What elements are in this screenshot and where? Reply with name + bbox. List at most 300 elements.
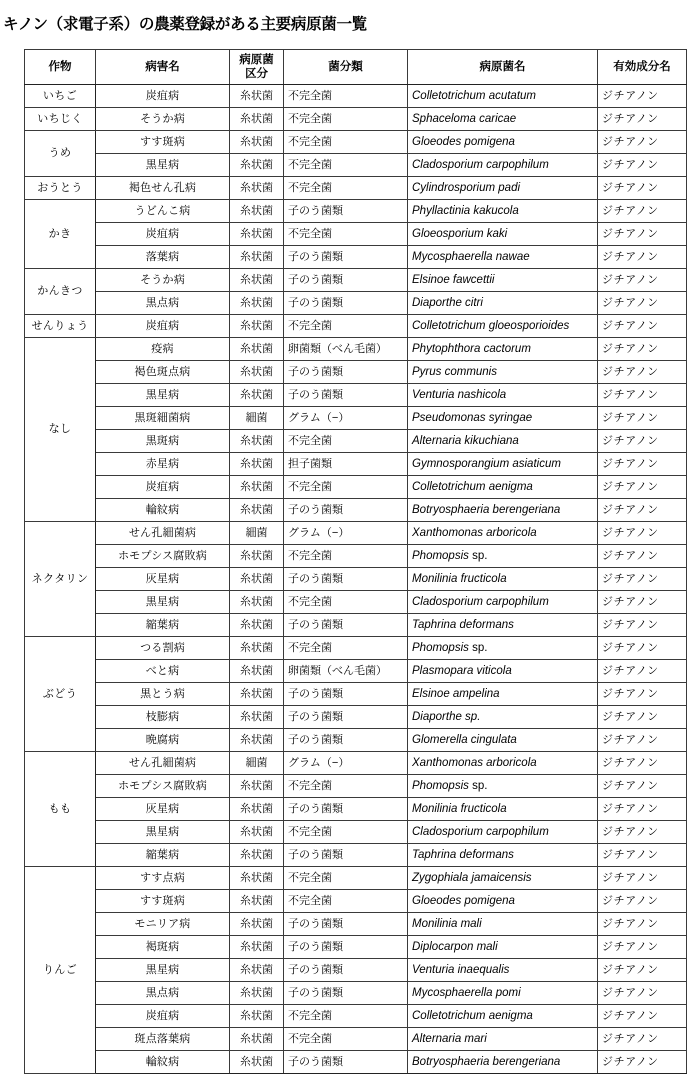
cell-disease-name: 灰星病 [96, 798, 230, 821]
cell-pathogen-name [408, 453, 598, 476]
cell-pathogen-name [408, 223, 598, 246]
table-row [25, 1051, 687, 1074]
pathogen-binomial: Botryosphaeria berengeriana [412, 1055, 561, 1068]
table-container [0, 49, 700, 1074]
cell-active-ingredient: ジチアノン [598, 729, 687, 752]
pathogen-binomial: Zygophiala jamaicensis [412, 871, 532, 884]
cell-pathogen-category: 糸状菌 [230, 154, 284, 177]
cell-disease-name: 炭疽病 [96, 1005, 230, 1028]
cell-disease-name: そうか病 [96, 269, 230, 292]
cell-crop: ネクタリン [25, 522, 96, 637]
cell-active-ingredient: ジチアノン [598, 683, 687, 706]
cell-fungus-class: 子のう菌類 [284, 269, 408, 292]
cell-fungus-class: 不完全菌 [284, 545, 408, 568]
cell-disease-name: すす斑病 [96, 131, 230, 154]
cell-crop: なし [25, 338, 96, 522]
cell-pathogen-category: 細菌 [230, 407, 284, 430]
cell-pathogen-name [408, 200, 598, 223]
column-header-fungus-class: 菌分類 [284, 50, 408, 85]
pathogen-binomial: Colletotrichum aenigma [412, 1009, 533, 1022]
cell-fungus-class: 不完全菌 [284, 85, 408, 108]
cell-disease-name: 黒とう病 [96, 683, 230, 706]
cell-disease-name: べと病 [96, 660, 230, 683]
pathogen-binomial: Cladosporium carpophilum [412, 158, 549, 171]
cell-pathogen-name [408, 844, 598, 867]
cell-disease-name: せん孔細菌病 [96, 522, 230, 545]
cell-pathogen-name [408, 499, 598, 522]
cell-disease-name: ホモプシス腐敗病 [96, 775, 230, 798]
cell-pathogen-name [408, 775, 598, 798]
cell-disease-name: すす点病 [96, 867, 230, 890]
cell-pathogen-category: 糸状菌 [230, 1028, 284, 1051]
cell-disease-name: 斑点落葉病 [96, 1028, 230, 1051]
pathogen-binomial: Venturia inaequalis [412, 963, 510, 976]
pathogen-binomial: Colletotrichum gloeosporioides [412, 319, 570, 332]
table-row [25, 890, 687, 913]
cell-pathogen-name [408, 660, 598, 683]
cell-active-ingredient: ジチアノン [598, 108, 687, 131]
cell-fungus-class: 不完全菌 [284, 131, 408, 154]
cell-pathogen-name [408, 361, 598, 384]
cell-pathogen-name [408, 1028, 598, 1051]
cell-active-ingredient: ジチアノン [598, 591, 687, 614]
cell-fungus-class: 不完全菌 [284, 430, 408, 453]
table-row [25, 338, 687, 361]
cell-disease-name: 黒斑細菌病 [96, 407, 230, 430]
cell-disease-name: つる割病 [96, 637, 230, 660]
table-row [25, 223, 687, 246]
cell-disease-name: 黒星病 [96, 154, 230, 177]
table-row [25, 499, 687, 522]
cell-active-ingredient: ジチアノン [598, 660, 687, 683]
cell-fungus-class: 不完全菌 [284, 177, 408, 200]
cell-active-ingredient: ジチアノン [598, 522, 687, 545]
cell-crop: ぶどう [25, 637, 96, 752]
table-row [25, 384, 687, 407]
pathogen-binomial: Mycosphaerella pomi [412, 986, 521, 999]
cell-pathogen-category: 糸状菌 [230, 545, 284, 568]
cell-disease-name: うどんこ病 [96, 200, 230, 223]
cell-fungus-class: 子のう菌類 [284, 959, 408, 982]
table-row [25, 614, 687, 637]
cell-pathogen-category: 糸状菌 [230, 223, 284, 246]
cell-pathogen-category: 糸状菌 [230, 614, 284, 637]
pathogen-binomial: Venturia nashicola [412, 388, 507, 401]
cell-fungus-class: 子のう菌類 [284, 361, 408, 384]
pathogen-binomial: Plasmopara viticola [412, 664, 512, 677]
cell-pathogen-name [408, 246, 598, 269]
cell-active-ingredient: ジチアノン [598, 200, 687, 223]
column-header-pathogen-category-line1: 病原菌 [239, 53, 274, 66]
cell-pathogen-name [408, 683, 598, 706]
cell-crop: かき [25, 200, 96, 269]
cell-active-ingredient: ジチアノン [598, 154, 687, 177]
table-row [25, 844, 687, 867]
cell-active-ingredient: ジチアノン [598, 430, 687, 453]
cell-fungus-class: 卵菌類（べん毛菌） [284, 660, 408, 683]
cell-pathogen-category: 糸状菌 [230, 959, 284, 982]
cell-fungus-class: 子のう菌類 [284, 200, 408, 223]
pathogen-species-abbrev: sp. [472, 779, 488, 792]
table-row [25, 177, 687, 200]
pathogen-binomial: Botryosphaeria berengeriana [412, 503, 561, 516]
cell-active-ingredient: ジチアノン [598, 867, 687, 890]
cell-disease-name: 縮葉病 [96, 614, 230, 637]
cell-pathogen-name [408, 798, 598, 821]
cell-disease-name: 褐色斑点病 [96, 361, 230, 384]
cell-active-ingredient: ジチアノン [598, 752, 687, 775]
cell-pathogen-category: 糸状菌 [230, 177, 284, 200]
cell-pathogen-category: 糸状菌 [230, 591, 284, 614]
column-header-pathogen-category [230, 50, 284, 85]
table-row [25, 729, 687, 752]
column-header-disease: 病害名 [96, 50, 230, 85]
cell-active-ingredient: ジチアノン [598, 453, 687, 476]
pathogen-binomial: Pyrus communis [412, 365, 497, 378]
cell-pathogen-category: 糸状菌 [230, 637, 284, 660]
table-row [25, 154, 687, 177]
cell-crop: うめ [25, 131, 96, 177]
cell-active-ingredient: ジチアノン [598, 913, 687, 936]
cell-pathogen-category: 糸状菌 [230, 568, 284, 591]
table-row [25, 1028, 687, 1051]
pathogen-binomial: Gloeodes pomigena [412, 135, 515, 148]
cell-pathogen-name [408, 752, 598, 775]
cell-active-ingredient: ジチアノン [598, 246, 687, 269]
cell-fungus-class: 子のう菌類 [284, 798, 408, 821]
pathogen-binomial: Alternaria mari [412, 1032, 487, 1045]
cell-pathogen-category: 糸状菌 [230, 292, 284, 315]
table-row [25, 683, 687, 706]
pathogen-registration-table [24, 49, 687, 1074]
cell-disease-name: 赤星病 [96, 453, 230, 476]
cell-pathogen-category: 糸状菌 [230, 338, 284, 361]
pathogen-binomial: Pseudomonas syringae [412, 411, 533, 424]
table-row [25, 798, 687, 821]
pathogen-binomial: Diaporthe sp. [412, 710, 481, 723]
cell-crop: りんご [25, 867, 96, 1074]
cell-fungus-class: 不完全菌 [284, 1028, 408, 1051]
cell-pathogen-category: 糸状菌 [230, 913, 284, 936]
table-row [25, 315, 687, 338]
cell-disease-name: 黒星病 [96, 821, 230, 844]
cell-active-ingredient: ジチアノン [598, 269, 687, 292]
table-header [25, 50, 687, 85]
cell-disease-name: 炭疽病 [96, 85, 230, 108]
pathogen-binomial: Alternaria kikuchiana [412, 434, 519, 447]
table-row [25, 522, 687, 545]
table-row [25, 637, 687, 660]
cell-pathogen-name [408, 1051, 598, 1074]
cell-fungus-class: 子のう菌類 [284, 913, 408, 936]
cell-pathogen-category: 糸状菌 [230, 499, 284, 522]
cell-crop: いちご [25, 85, 96, 108]
cell-fungus-class: 子のう菌類 [284, 384, 408, 407]
table-row [25, 706, 687, 729]
pathogen-binomial: Sphaceloma caricae [412, 112, 517, 125]
table-row [25, 867, 687, 890]
pathogen-binomial: Gloeosporium kaki [412, 227, 508, 240]
pathogen-binomial: Phyllactinia kakucola [412, 204, 519, 217]
table-row [25, 821, 687, 844]
cell-pathogen-category: 糸状菌 [230, 775, 284, 798]
cell-pathogen-name [408, 269, 598, 292]
cell-pathogen-category: 糸状菌 [230, 361, 284, 384]
cell-pathogen-category: 糸状菌 [230, 1005, 284, 1028]
cell-active-ingredient: ジチアノン [598, 407, 687, 430]
cell-active-ingredient: ジチアノン [598, 177, 687, 200]
cell-disease-name: 黒斑病 [96, 430, 230, 453]
cell-fungus-class: グラム（−） [284, 522, 408, 545]
cell-pathogen-category: 糸状菌 [230, 131, 284, 154]
table-row [25, 591, 687, 614]
cell-fungus-class: 子のう菌類 [284, 1051, 408, 1074]
cell-active-ingredient: ジチアノン [598, 361, 687, 384]
pathogen-binomial: Cladosporium carpophilum [412, 595, 549, 608]
table-row [25, 292, 687, 315]
table-row [25, 200, 687, 223]
cell-disease-name: ホモプシス腐敗病 [96, 545, 230, 568]
cell-active-ingredient: ジチアノン [598, 338, 687, 361]
cell-fungus-class: 不完全菌 [284, 775, 408, 798]
cell-pathogen-name [408, 522, 598, 545]
cell-active-ingredient: ジチアノン [598, 890, 687, 913]
cell-disease-name: そうか病 [96, 108, 230, 131]
column-header-pathogen-name: 病原菌名 [408, 50, 598, 85]
cell-disease-name: 黒星病 [96, 959, 230, 982]
cell-disease-name: 輪紋病 [96, 1051, 230, 1074]
cell-active-ingredient: ジチアノン [598, 775, 687, 798]
pathogen-binomial: Colletotrichum aenigma [412, 480, 533, 493]
pathogen-binomial: Cladosporium carpophilum [412, 825, 549, 838]
pathogen-binomial: Monilinia fructicola [412, 802, 507, 815]
cell-pathogen-category: 糸状菌 [230, 867, 284, 890]
cell-pathogen-category: 糸状菌 [230, 660, 284, 683]
pathogen-binomial: Monilinia mali [412, 917, 482, 930]
cell-active-ingredient: ジチアノン [598, 936, 687, 959]
cell-fungus-class: 子のう菌類 [284, 936, 408, 959]
cell-disease-name: 炭疽病 [96, 315, 230, 338]
cell-active-ingredient: ジチアノン [598, 1051, 687, 1074]
cell-active-ingredient: ジチアノン [598, 568, 687, 591]
cell-pathogen-category: 糸状菌 [230, 821, 284, 844]
cell-pathogen-name [408, 890, 598, 913]
cell-active-ingredient: ジチアノン [598, 982, 687, 1005]
pathogen-binomial: Phomopsis [412, 549, 469, 562]
cell-active-ingredient: ジチアノン [598, 844, 687, 867]
table-body [25, 85, 687, 1074]
cell-active-ingredient: ジチアノン [598, 1028, 687, 1051]
table-row [25, 246, 687, 269]
cell-fungus-class: 子のう菌類 [284, 499, 408, 522]
table-row [25, 430, 687, 453]
cell-active-ingredient: ジチアノン [598, 545, 687, 568]
pathogen-binomial: Taphrina deformans [412, 848, 514, 861]
cell-disease-name: 輪紋病 [96, 499, 230, 522]
column-header-pathogen-category-line2: 区分 [245, 68, 268, 81]
cell-fungus-class: 子のう菌類 [284, 729, 408, 752]
cell-pathogen-name [408, 959, 598, 982]
table-row [25, 660, 687, 683]
cell-disease-name: 黒星病 [96, 384, 230, 407]
cell-fungus-class: 子のう菌類 [284, 982, 408, 1005]
cell-disease-name: モニリア病 [96, 913, 230, 936]
table-row [25, 476, 687, 499]
table-row [25, 131, 687, 154]
cell-disease-name: 褐斑病 [96, 936, 230, 959]
cell-pathogen-category: 細菌 [230, 752, 284, 775]
cell-pathogen-name [408, 982, 598, 1005]
cell-fungus-class: 不完全菌 [284, 223, 408, 246]
table-row [25, 982, 687, 1005]
cell-active-ingredient: ジチアノン [598, 499, 687, 522]
cell-disease-name: 落葉病 [96, 246, 230, 269]
cell-pathogen-category: 糸状菌 [230, 476, 284, 499]
cell-active-ingredient: ジチアノン [598, 798, 687, 821]
cell-fungus-class: 不完全菌 [284, 154, 408, 177]
column-header-active-ingredient: 有効成分名 [598, 50, 687, 85]
pathogen-binomial: Colletotrichum acutatum [412, 89, 536, 102]
cell-fungus-class: 子のう菌類 [284, 292, 408, 315]
pathogen-binomial: Diplocarpon mali [412, 940, 498, 953]
cell-disease-name: 炭疽病 [96, 223, 230, 246]
cell-pathogen-name [408, 913, 598, 936]
table-row [25, 752, 687, 775]
cell-pathogen-name [408, 821, 598, 844]
pathogen-binomial: Gloeodes pomigena [412, 894, 515, 907]
cell-fungus-class: 子のう菌類 [284, 568, 408, 591]
cell-active-ingredient: ジチアノン [598, 614, 687, 637]
cell-active-ingredient: ジチアノン [598, 637, 687, 660]
column-header-crop: 作物 [25, 50, 96, 85]
cell-pathogen-category: 糸状菌 [230, 890, 284, 913]
cell-pathogen-category: 糸状菌 [230, 844, 284, 867]
table-row [25, 775, 687, 798]
cell-fungus-class: 不完全菌 [284, 315, 408, 338]
cell-pathogen-name [408, 568, 598, 591]
cell-pathogen-category: 糸状菌 [230, 315, 284, 338]
pathogen-species-abbrev: sp. [472, 549, 488, 562]
cell-disease-name: 黒点病 [96, 982, 230, 1005]
cell-fungus-class: グラム（−） [284, 752, 408, 775]
pathogen-binomial: Xanthomonas arboricola [412, 756, 537, 769]
cell-pathogen-name [408, 729, 598, 752]
cell-pathogen-category: 糸状菌 [230, 430, 284, 453]
cell-pathogen-name [408, 1005, 598, 1028]
cell-crop: いちじく [25, 108, 96, 131]
pathogen-binomial: Gymnosporangium asiaticum [412, 457, 561, 470]
cell-active-ingredient: ジチアノン [598, 384, 687, 407]
cell-active-ingredient: ジチアノン [598, 85, 687, 108]
cell-disease-name: 晩腐病 [96, 729, 230, 752]
pathogen-binomial: Xanthomonas arboricola [412, 526, 537, 539]
cell-fungus-class: 子のう菌類 [284, 844, 408, 867]
cell-fungus-class: 不完全菌 [284, 890, 408, 913]
table-row [25, 1005, 687, 1028]
cell-active-ingredient: ジチアノン [598, 131, 687, 154]
pathogen-binomial: Phomopsis [412, 779, 469, 792]
cell-pathogen-category: 糸状菌 [230, 269, 284, 292]
cell-pathogen-category: 糸状菌 [230, 936, 284, 959]
cell-disease-name: 黒星病 [96, 591, 230, 614]
cell-pathogen-name [408, 591, 598, 614]
cell-pathogen-name [408, 614, 598, 637]
pathogen-binomial: Glomerella cingulata [412, 733, 517, 746]
cell-pathogen-name [408, 936, 598, 959]
cell-pathogen-name [408, 154, 598, 177]
pathogen-binomial: Mycosphaerella nawae [412, 250, 530, 263]
cell-pathogen-name [408, 338, 598, 361]
cell-fungus-class: 不完全菌 [284, 476, 408, 499]
pathogen-binomial: Phomopsis [412, 641, 469, 654]
cell-pathogen-name [408, 108, 598, 131]
pathogen-binomial: Elsinoe fawcettii [412, 273, 495, 286]
cell-pathogen-name [408, 131, 598, 154]
cell-disease-name: すす斑病 [96, 890, 230, 913]
cell-crop: かんきつ [25, 269, 96, 315]
cell-pathogen-name [408, 545, 598, 568]
cell-pathogen-name [408, 867, 598, 890]
cell-fungus-class: 不完全菌 [284, 637, 408, 660]
table-row [25, 108, 687, 131]
cell-crop: もも [25, 752, 96, 867]
cell-pathogen-name [408, 637, 598, 660]
cell-pathogen-category: 糸状菌 [230, 200, 284, 223]
cell-active-ingredient: ジチアノン [598, 223, 687, 246]
pathogen-binomial: Diaporthe citri [412, 296, 483, 309]
cell-pathogen-category: 糸状菌 [230, 683, 284, 706]
cell-pathogen-name [408, 384, 598, 407]
cell-disease-name: 黒点病 [96, 292, 230, 315]
cell-disease-name: 疫病 [96, 338, 230, 361]
cell-pathogen-category: 糸状菌 [230, 706, 284, 729]
cell-pathogen-name [408, 292, 598, 315]
cell-pathogen-category: 糸状菌 [230, 729, 284, 752]
cell-fungus-class: 子のう菌類 [284, 614, 408, 637]
cell-pathogen-category: 糸状菌 [230, 1051, 284, 1074]
cell-active-ingredient: ジチアノン [598, 1005, 687, 1028]
cell-pathogen-name [408, 85, 598, 108]
cell-pathogen-category: 糸状菌 [230, 384, 284, 407]
cell-fungus-class: 子のう菌類 [284, 246, 408, 269]
cell-active-ingredient: ジチアノン [598, 315, 687, 338]
cell-disease-name: 灰星病 [96, 568, 230, 591]
cell-crop: おうとう [25, 177, 96, 200]
cell-active-ingredient: ジチアノン [598, 292, 687, 315]
table-row [25, 453, 687, 476]
table-row [25, 269, 687, 292]
cell-fungus-class: 不完全菌 [284, 1005, 408, 1028]
page-title: キノン（求電子系）の農薬登録がある主要病原菌一覧 [3, 16, 367, 34]
pathogen-binomial: Elsinoe ampelina [412, 687, 500, 700]
pathogen-binomial: Phytophthora cactorum [412, 342, 531, 355]
cell-fungus-class: 担子菌類 [284, 453, 408, 476]
cell-pathogen-name [408, 706, 598, 729]
cell-fungus-class: 子のう菌類 [284, 683, 408, 706]
cell-pathogen-name [408, 177, 598, 200]
cell-disease-name: 枝膨病 [96, 706, 230, 729]
cell-active-ingredient: ジチアノン [598, 476, 687, 499]
document-page [0, 10, 700, 1068]
pathogen-binomial: Taphrina deformans [412, 618, 514, 631]
table-row [25, 913, 687, 936]
cell-pathogen-name [408, 407, 598, 430]
table-row [25, 959, 687, 982]
pathogen-species-abbrev: sp. [472, 641, 488, 654]
cell-fungus-class: グラム（−） [284, 407, 408, 430]
pathogen-binomial: Cylindrosporium padi [412, 181, 521, 194]
cell-pathogen-name [408, 476, 598, 499]
